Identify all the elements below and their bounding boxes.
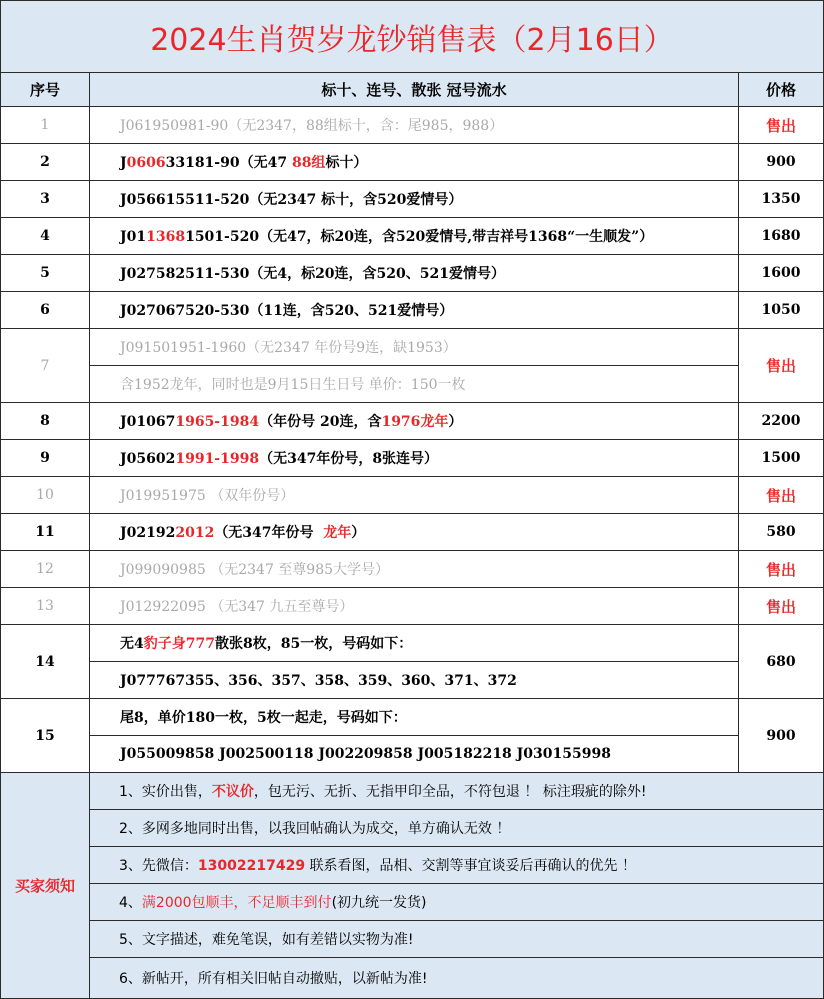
row-desc: J099090985 （无2347 至尊985大学号） [90,551,739,588]
row-price: 2200 [739,403,824,440]
desc-part: J01 [120,229,147,245]
table-row [1,107,824,144]
row-price: 900 [739,144,824,181]
header-row [1,73,824,107]
notes-row [1,884,824,921]
notes-row [1,773,824,810]
table-row [1,181,824,218]
phone-number: 13002217429 [197,858,306,874]
row-no: 7 [1,329,90,403]
table-row [1,699,824,736]
highlight: 满2000包顺丰，不足顺丰到付 [141,895,332,911]
desc-part: 无4 [120,636,144,652]
desc-part: J02192 [120,525,176,541]
row-no: 3 [1,181,90,218]
highlight: 不议价 [211,784,254,800]
row-price: 900 [739,699,824,773]
row-desc: J061950981-90（无2347，88组标十，含：尾985，988） [90,107,739,144]
highlight: 2012 [175,525,215,541]
row-desc [90,403,739,440]
row-desc: 含1952龙年，同时也是9月15日生日号 单价：150一枚 [90,366,739,403]
table-row [1,255,824,292]
row-no: 2 [1,144,90,181]
note-text: 1、实价出售， [119,784,212,800]
row-desc: J027582511-530（无4，标20连，含520、521爱情号） [90,255,739,292]
buyer-notice-label: 买家须知 [1,773,90,999]
table-row [1,403,824,440]
table-row-continued [1,366,824,403]
desc-part: J01067 [120,414,176,430]
highlight: 88组 [291,155,326,171]
table-row [1,477,824,514]
table-row [1,218,824,255]
table-row [1,329,824,366]
row-price: 1600 [739,255,824,292]
row-desc [90,218,739,255]
table-row-continued [1,662,824,699]
sold-badge: 售出 [739,329,824,403]
notes-row [1,810,824,847]
header-price: 价格 [739,73,824,107]
row-no: 15 [1,699,90,773]
highlight: 龙年 [323,525,352,541]
row-desc: J056615511-520（无2347 标十，含520爱情号） [90,181,739,218]
desc-part: 1501-520（无47，标20连，含520爱情号,带吉祥号1368“一生顺发”） [185,229,654,245]
row-desc: J027067520-530（11连，含520、521爱情号） [90,292,739,329]
table-row [1,144,824,181]
desc-part: J05602 [120,451,176,467]
row-desc: J012922095 （无347 九五至尊号） [90,588,739,625]
highlight: 1965-1984 [175,414,260,430]
table-row [1,292,824,329]
note-text: 联系看图，品相、交割等事宜谈妥后再确认的优先 ！ [305,858,636,874]
highlight: 1991-1998 [175,451,260,467]
row-desc [90,514,739,551]
table-row-continued [1,736,824,773]
sold-badge: 售出 [739,477,824,514]
notes-row [1,847,824,884]
note-text: ，包无污、无折、无指甲印全品，不符包退 ！ 标注瑕疵的除外! [253,784,647,800]
row-price: 1680 [739,218,824,255]
row-desc: J077767355、356、357、358、359、360、371、372 [90,662,739,699]
note-text: 3、先微信： [119,858,198,874]
row-desc: J055009858 J002500118 J002209858 J005182218 J030155998 [90,736,739,773]
sold-badge: 售出 [739,551,824,588]
row-no: 9 [1,440,90,477]
row-no: 11 [1,514,90,551]
row-no: 12 [1,551,90,588]
note-3 [90,847,824,884]
notes-row [1,921,824,958]
note-2: 2、多网多地同时出售，以我回帖确认为成交，单方确认无效 ！ [90,810,824,847]
page-title: 2024生肖贺岁龙钞销售表（2月16日） [1,1,824,73]
notes-row [1,958,824,999]
row-price: 1350 [739,181,824,218]
desc-part: 标十） [325,155,368,171]
row-price: 680 [739,625,824,699]
note-text: (初九统一发货) [331,895,427,911]
row-price: 1500 [739,440,824,477]
desc-part: （无347年份号，8张连号） [259,451,439,467]
row-price: 1050 [739,292,824,329]
note-5: 5、文字描述，难免笔误，如有差错以实物为准! [90,921,824,958]
table-row [1,588,824,625]
row-no: 10 [1,477,90,514]
row-no: 6 [1,292,90,329]
row-no: 13 [1,588,90,625]
desc-part: ） [448,414,463,430]
header-desc: 标十、连号、散张 冠号流水 [90,73,739,107]
note-1 [90,773,824,810]
table-row [1,440,824,477]
note-4 [90,884,824,921]
highlight: 豹子身777 [143,636,215,652]
row-desc [90,144,739,181]
table-row [1,551,824,588]
row-price: 580 [739,514,824,551]
desc-part: 33181-90（无47 [165,155,292,171]
highlight: 1976龙年 [381,414,449,430]
row-no: 1 [1,107,90,144]
row-no: 5 [1,255,90,292]
desc-part: J [120,155,127,171]
row-desc: 尾8，单价180一枚，5枚一起走，号码如下： [90,699,739,736]
highlight: 0606 [126,155,166,171]
sold-badge: 售出 [739,107,824,144]
header-no: 序号 [1,73,90,107]
row-desc [90,625,739,662]
table-row [1,514,824,551]
row-no: 14 [1,625,90,699]
note-6: 6、新帖开，所有相关旧帖自动撤贴，以新帖为准! [90,958,824,999]
table-row [1,625,824,662]
row-desc [90,440,739,477]
row-desc: J019951975 （双年份号） [90,477,739,514]
desc-part: ） [351,525,366,541]
note-text: 4、 [119,895,142,911]
desc-part: （无347年份号 [214,525,324,541]
row-no: 4 [1,218,90,255]
sold-badge: 售出 [739,588,824,625]
desc-part: 散张8枚，85一枚，号码如下： [214,636,413,652]
row-no: 8 [1,403,90,440]
desc-part: （年份号 20连，含 [259,414,382,430]
row-desc: J091501951-1960（无2347 年份号9连，缺1953） [90,329,739,366]
highlight: 1368 [146,229,186,245]
